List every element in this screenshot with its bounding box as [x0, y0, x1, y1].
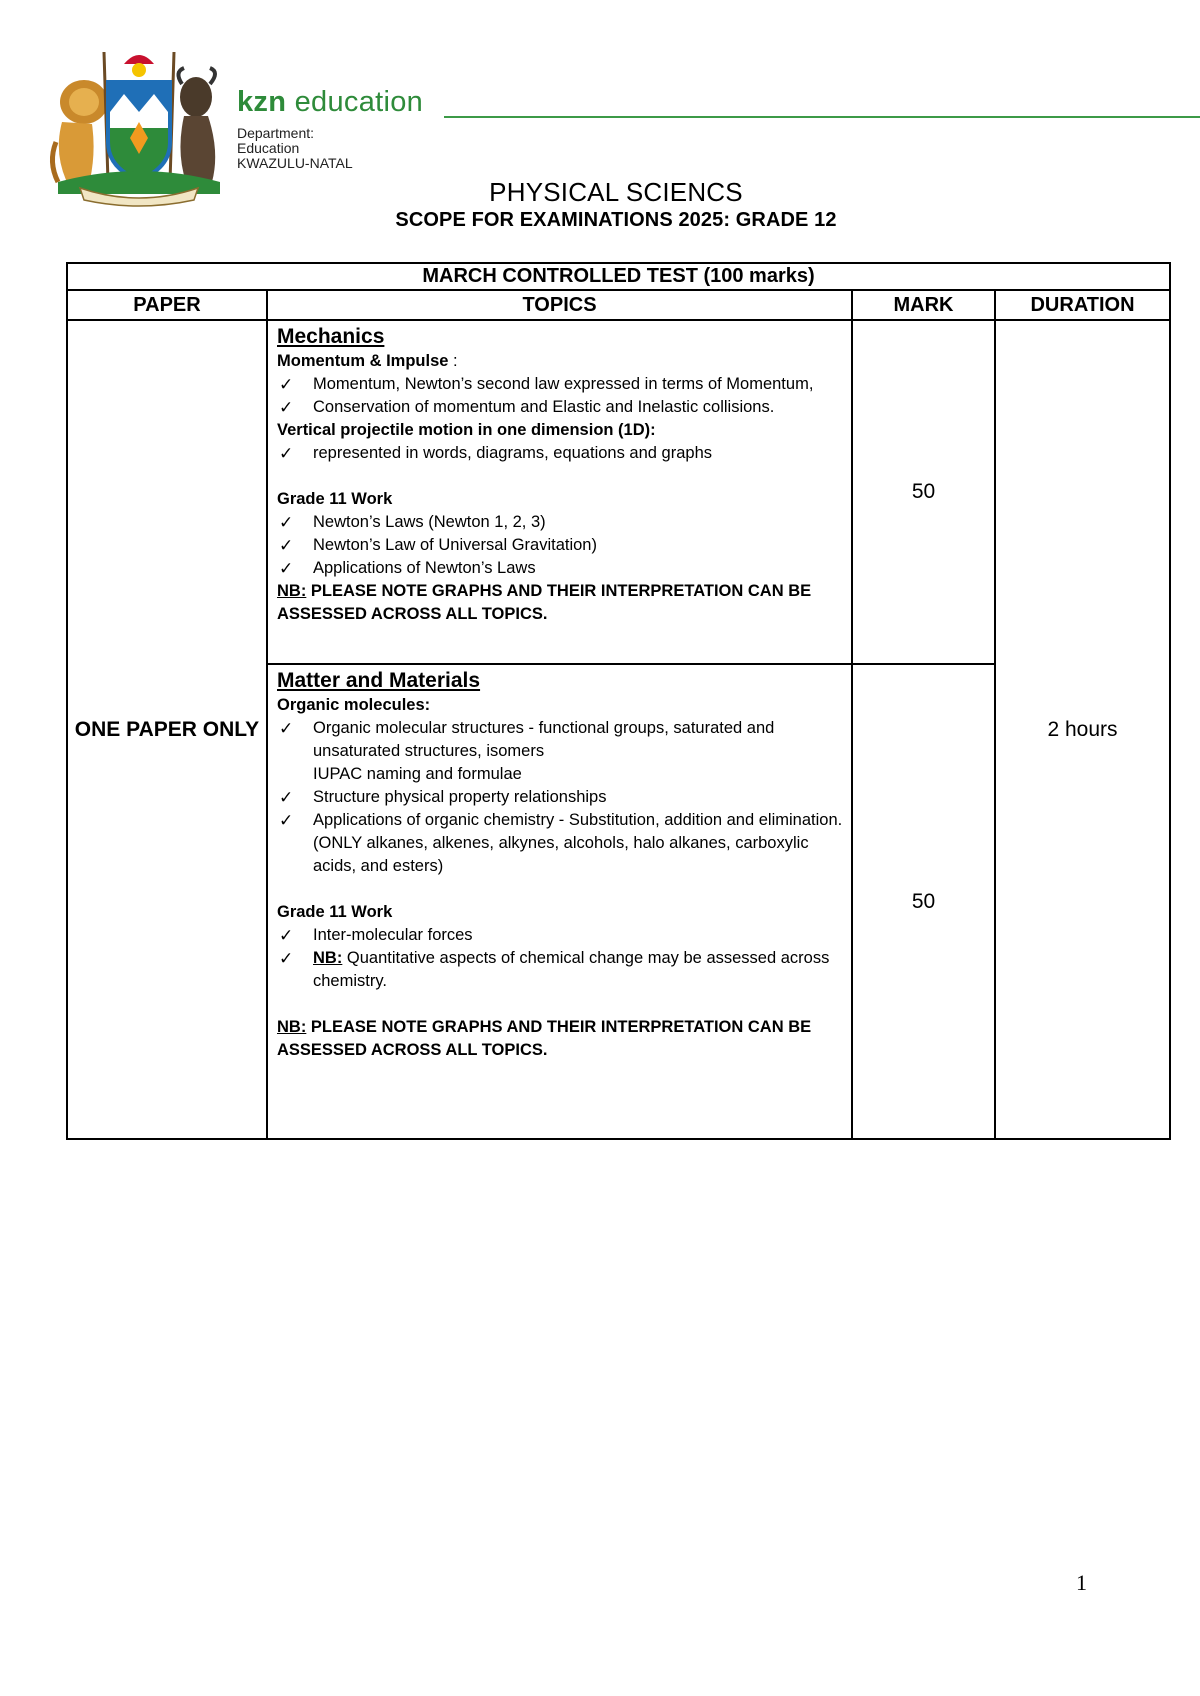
check-icon: ✓ [279, 375, 294, 394]
list-item-continuation: (ONLY alkanes, alkenes, alkynes, alcohols, halo alkanes, carboxylic acids, and esters) [313, 834, 809, 875]
document-title: PHYSICAL SCIENCS [489, 177, 743, 207]
check-icon: ✓ [279, 513, 294, 532]
check-icon: ✓ [279, 444, 294, 463]
header-duration: DURATION [995, 290, 1170, 320]
mark-mechanics: 50 [852, 320, 995, 664]
document-subtitle: SCOPE FOR EXAMINATIONS 2025: GRADE 12 [395, 209, 837, 231]
department-line: KWAZULU-NATAL [237, 155, 353, 171]
header-mark: MARK [852, 290, 995, 320]
check-icon: ✓ [279, 719, 294, 738]
department-label [237, 126, 423, 171]
list-item: ✓ Newton’s Laws (Newton 1, 2, 3) [279, 513, 546, 532]
header-topics: TOPICS [267, 290, 852, 320]
list-item: ✓ represented in words, diagrams, equations and graphs [279, 444, 712, 463]
list-item: ✓ Conservation of momentum and Elastic and Inelastic collisions. [279, 398, 775, 417]
subheading: Grade 11 Work [277, 903, 393, 921]
department-line: Education [237, 140, 300, 156]
list-item: ✓ Newton’s Law of Universal Gravitation) [279, 536, 597, 555]
topics-mechanics [267, 320, 852, 664]
department-line: Department: [237, 125, 315, 141]
brand-block [237, 87, 423, 171]
scope-table [66, 262, 1171, 1140]
topics-matter [267, 664, 852, 1139]
section-title: Mechanics [277, 325, 385, 348]
list-item: ✓ Organic molecular structures - functional groups, saturated and unsaturated structures, isomers [279, 719, 775, 760]
duration-cell: 2 hours [995, 320, 1170, 1139]
check-icon: ✓ [279, 536, 294, 555]
check-icon: ✓ [279, 949, 294, 968]
list-item-continuation: IUPAC naming and formulae [313, 765, 522, 783]
list-item: ✓ NB: Quantitative aspects of chemical change may be assessed across chemistry. [279, 949, 830, 990]
subheading: Grade 11 Work [277, 490, 393, 508]
brand-rule-line [444, 116, 1200, 118]
page-number: 1 [1076, 1570, 1087, 1595]
nb-note: NB: PLEASE NOTE GRAPHS AND THEIR INTERPRETATION CAN BE ASSESSED ACROSS ALL TOPICS. [277, 582, 812, 623]
list-item: ✓ Momentum, Newton’s second law expressed in terms of Momentum, [279, 375, 814, 394]
paper-cell: ONE PAPER ONLY [67, 320, 267, 1139]
table-row [67, 320, 1170, 664]
nb-note: NB: PLEASE NOTE GRAPHS AND THEIR INTERPRETATION CAN BE ASSESSED ACROSS ALL TOPICS. [277, 1018, 812, 1059]
subheading: Momentum & Impulse : [277, 352, 458, 370]
mark-matter: 50 [852, 664, 995, 1139]
table-header-row [67, 290, 1170, 320]
check-icon: ✓ [279, 559, 294, 578]
list-item: ✓ Inter-molecular forces [279, 926, 473, 945]
table-caption: MARCH CONTROLLED TEST (100 marks) [67, 263, 1170, 290]
section-title: Matter and Materials [277, 669, 481, 692]
list-item: ✓ Applications of organic chemistry - Substitution, addition and elimination. [279, 811, 843, 830]
list-item: ✓ Applications of Newton’s Laws [279, 559, 536, 578]
brand-name: kzn education [237, 86, 424, 118]
list-item: ✓ Structure physical property relationships [279, 788, 607, 807]
check-icon: ✓ [279, 811, 294, 830]
header-paper: PAPER [67, 290, 267, 320]
check-icon: ✓ [279, 398, 294, 417]
check-icon: ✓ [279, 788, 294, 807]
check-icon: ✓ [279, 926, 294, 945]
subheading: Vertical projectile motion in one dimension (1D): [277, 421, 656, 439]
subheading: Organic molecules: [277, 696, 431, 714]
